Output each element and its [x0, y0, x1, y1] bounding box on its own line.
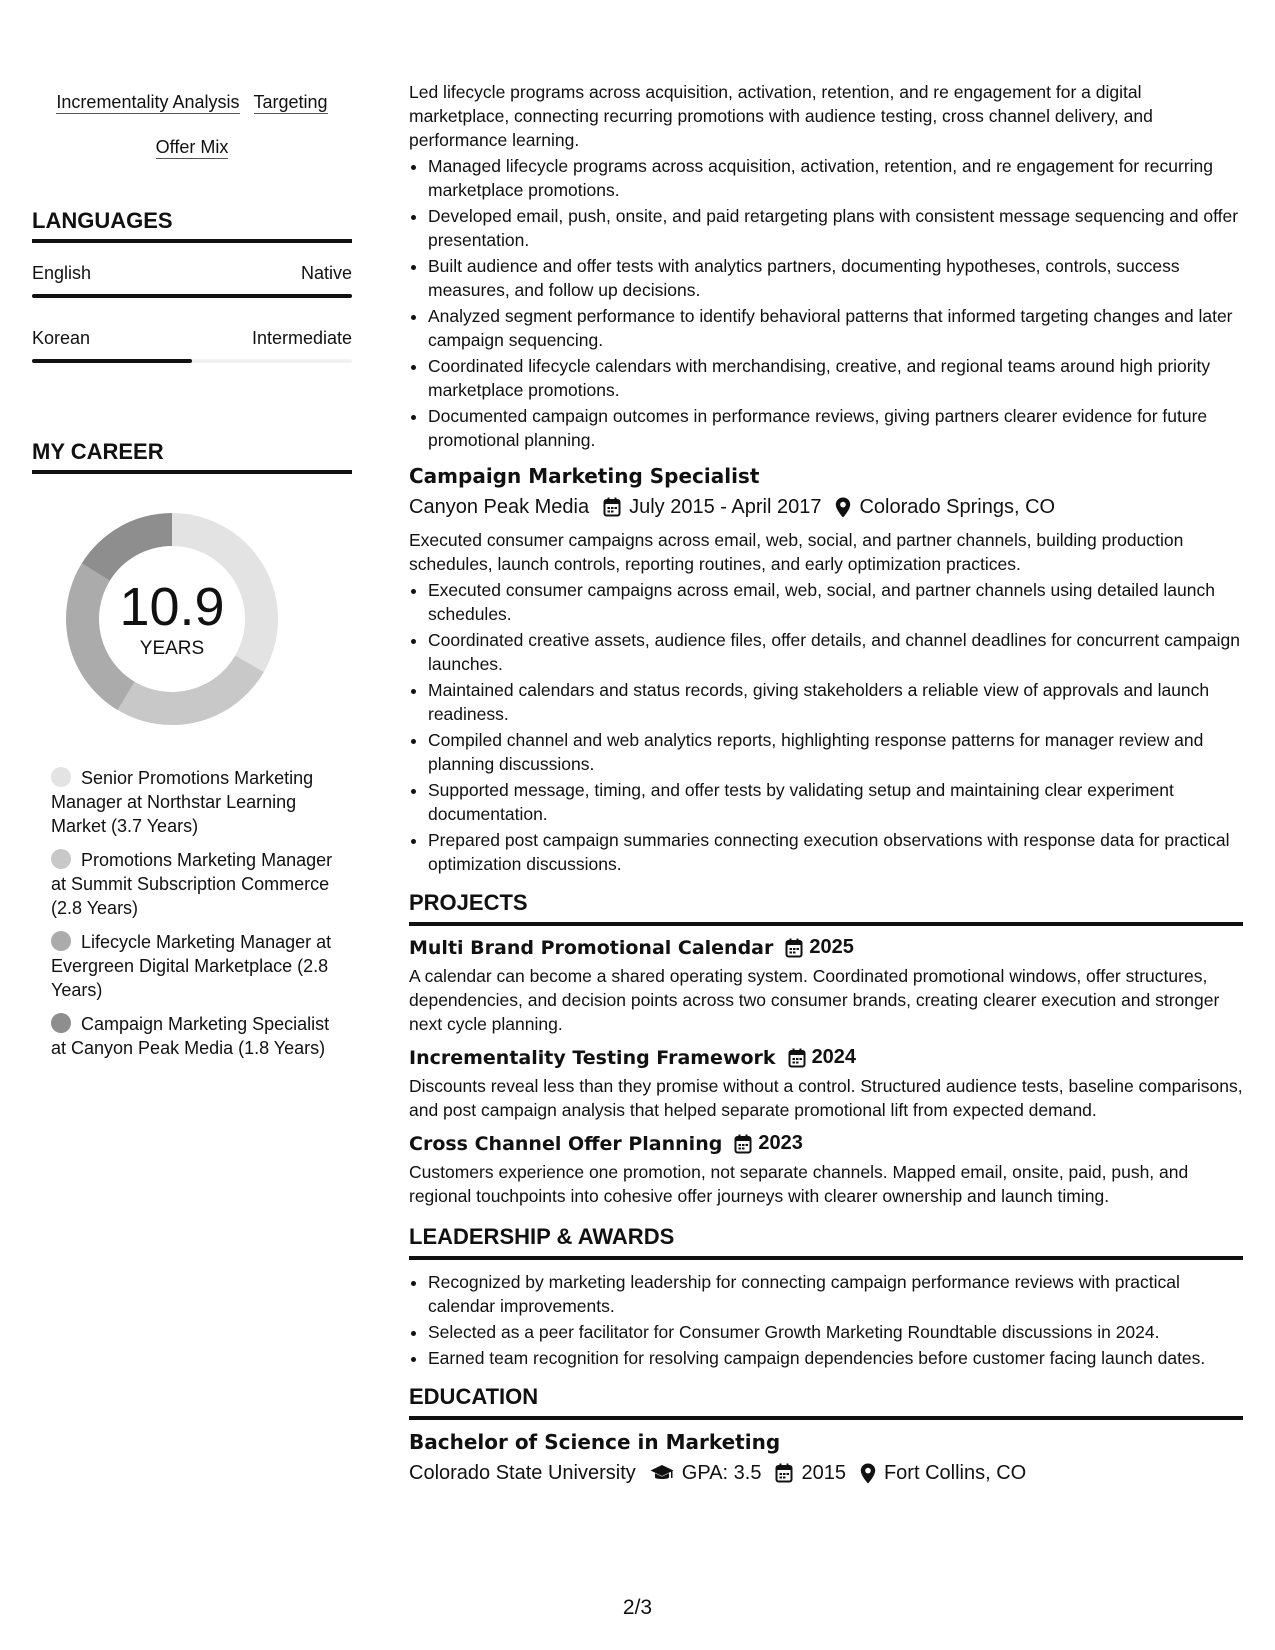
- graduation-cap-icon: [650, 1464, 674, 1482]
- job-meta: [409, 494, 1243, 520]
- language-proficiency-bar: [32, 359, 352, 363]
- map-pin-icon: [860, 1463, 876, 1484]
- job-bullet: • Built audience and offer tests with analytics partners, documenting hypotheses, controls, success measures, and follow up decisions.: [428, 254, 1243, 302]
- awards-heading: LEADERSHIP & AWARDS: [409, 1224, 1243, 1260]
- job-bullet: • Maintained calendars and status records, giving stakeholders a reliable view of approvals and launch readiness.: [428, 678, 1243, 726]
- projects-heading: PROJECTS: [409, 890, 1243, 926]
- projects-section: [409, 890, 1243, 1208]
- career-legend-label: Lifecycle Marketing Manager at Evergreen Digital Marketplace (2.8 Years): [51, 932, 332, 1000]
- calendar-icon: [775, 1463, 793, 1483]
- job-bullet: • Executed consumer campaigns across email, web, social, and partner channels using detailed launch schedules.: [428, 578, 1243, 626]
- career-heading: MY CAREER: [32, 439, 352, 474]
- job-title: Campaign Marketing Specialist: [409, 464, 760, 488]
- job-bullet: • Coordinated lifecycle calendars with merchandising, creative, and regional teams around high priority marketplace promotions.: [428, 354, 1243, 402]
- education-location: Fort Collins, CO: [883, 1462, 1027, 1484]
- career-legend-label: Senior Promotions Marketing Manager at Northstar Learning Market (3.7 Years): [51, 768, 314, 836]
- job-company: Canyon Peak Media: [409, 496, 590, 518]
- job-bullet: • Managed lifecycle programs across acquisition, activation, retention, and re engagement for recurring marketplace promotions.: [428, 154, 1243, 202]
- project-title-row: [409, 1132, 1243, 1155]
- education-section: [409, 1384, 1243, 1486]
- language-item: [32, 328, 352, 363]
- education-meta: [409, 1460, 1243, 1486]
- main-content: [409, 80, 1243, 1494]
- project-year: 2024: [811, 1046, 857, 1068]
- job-bullet: • Coordinated creative assets, audience files, offer details, and channel deadlines for concurrent campaign launches.: [428, 628, 1243, 676]
- skills-list: [32, 80, 352, 170]
- job-bullets: [409, 154, 1243, 452]
- language-name: English: [32, 263, 92, 283]
- map-pin-icon: [835, 497, 851, 518]
- education-school: Colorado State University: [409, 1462, 636, 1484]
- languages-heading: LANGUAGES: [32, 208, 352, 243]
- award-bullet: • Selected as a peer facilitator for Consumer Growth Marketing Roundtable discussions in 2024.: [428, 1320, 1243, 1344]
- job-bullet: • Prepared post campaign summaries connecting execution observations with response data for practical optimization discussions.: [428, 828, 1243, 876]
- project-item: [409, 1046, 1243, 1122]
- awards-section: [409, 1224, 1243, 1370]
- project-item: [409, 1132, 1243, 1208]
- project-title-row: [409, 936, 1243, 959]
- career-legend-item: [51, 766, 341, 838]
- calendar-icon: [603, 497, 621, 517]
- project-title: Multi Brand Promotional Calendar: [409, 936, 774, 959]
- job-bullet: • Supported message, timing, and offer tests by validating setup and maintaining clear experiment documentation.: [428, 778, 1243, 826]
- sidebar: [32, 80, 352, 1070]
- career-donut: [32, 512, 352, 742]
- award-bullet: • Earned team recognition for resolving campaign dependencies before customer facing launch dates.: [428, 1346, 1243, 1370]
- career-legend-item: [51, 1012, 341, 1060]
- project-description: Discounts reveal less than they promise without a control. Structured audience tests, baseline comparisons, and post campaign analysis that helped separate promotional lift from expected demand.: [409, 1076, 1243, 1120]
- job-bullets: [409, 578, 1243, 876]
- calendar-icon: [785, 938, 803, 958]
- language-name: Korean: [32, 328, 91, 348]
- education-heading: EDUCATION: [409, 1384, 1243, 1420]
- languages-section: [32, 208, 352, 363]
- legend-dot: [51, 1013, 71, 1033]
- education-gpa: GPA: 3.5: [681, 1462, 762, 1484]
- job-bullet: • Documented campaign outcomes in performance reviews, giving partners clearer evidence for future promotional planning.: [428, 404, 1243, 452]
- legend-dot: [51, 849, 71, 869]
- awards-bullets: [409, 1270, 1243, 1370]
- project-title: Incrementality Testing Framework: [409, 1046, 776, 1069]
- project-year: 2023: [758, 1132, 803, 1154]
- language-item: [32, 263, 352, 298]
- job-bullet: • Compiled channel and web analytics reports, highlighting response patterns for manager review and planning discussions.: [428, 728, 1243, 776]
- legend-dot: [51, 767, 71, 787]
- donut-segment: [118, 656, 264, 726]
- career-legend: [51, 766, 341, 1060]
- career-total: 10.9: [119, 577, 225, 637]
- project-description: A calendar can become a shared operating system. Coordinated promotional windows, offer structures, dependencies, and decision points across two consumer brands, creating clearer execution and stronger next cycle planning.: [409, 966, 1220, 1034]
- job-entry: [409, 464, 1243, 876]
- language-proficiency-fill: [32, 359, 192, 363]
- calendar-icon: [734, 1134, 752, 1154]
- previous-job-entry: [409, 80, 1243, 452]
- skill-tag: Offer Mix: [155, 137, 229, 157]
- calendar-icon: [788, 1048, 806, 1068]
- career-legend-item: [51, 930, 341, 1002]
- career-unit: YEARS: [139, 638, 205, 659]
- job-bullet: • Developed email, push, onsite, and paid retargeting plans with consistent message sequencing and offer presentation.: [428, 204, 1243, 252]
- language-level: Native: [300, 263, 352, 283]
- award-bullet: • Recognized by marketing leadership for connecting campaign performance reviews with practical calendar improvements.: [428, 1270, 1243, 1318]
- language-level: Intermediate: [251, 328, 352, 348]
- education-degree: Bachelor of Science in Marketing: [409, 1430, 781, 1454]
- job-summary: Led lifecycle programs across acquisition, activation, retention, and re engagement for a digital marketplace, connecting recurring promotions with audience testing, cross channel delivery, and performance learning.: [409, 82, 1153, 150]
- project-year: 2025: [809, 936, 854, 958]
- project-description: Customers experience one promotion, not separate channels. Mapped email, onsite, paid, push, and regional touchpoints into cohesive offer journeys with clearer ownership and launch timing.: [409, 1162, 1189, 1206]
- project-title: Cross Channel Offer Planning: [409, 1132, 723, 1155]
- career-legend-label: Campaign Marketing Specialist at Canyon Peak Media (1.8 Years): [51, 1014, 330, 1058]
- skill-tag: Incrementality Analysis: [56, 92, 240, 112]
- language-proficiency-bar: [32, 294, 352, 298]
- language-proficiency-fill: [32, 294, 352, 298]
- career-legend-label: Promotions Marketing Manager at Summit Subscription Commerce (2.8 Years): [51, 850, 333, 918]
- job-summary: Executed consumer campaigns across email, web, social, and partner channels, building production schedules, launch controls, reporting routines, and early optimization practices.: [409, 530, 1184, 574]
- donut-segment: [82, 513, 172, 581]
- legend-dot: [51, 931, 71, 951]
- education-year: 2015: [801, 1462, 846, 1484]
- job-bullet: • Analyzed segment performance to identify behavioral patterns that informed targeting changes and later campaign sequencing.: [428, 304, 1243, 352]
- job-location: Colorado Springs, CO: [859, 496, 1056, 518]
- project-item: [409, 936, 1243, 1036]
- career-legend-item: [51, 848, 341, 920]
- page-number: 2/3: [622, 1596, 653, 1619]
- project-title-row: [409, 1046, 1243, 1069]
- skill-tag: Targeting: [253, 92, 328, 112]
- job-dates: July 2015 - April 2017: [629, 496, 822, 518]
- career-section: [32, 439, 352, 1060]
